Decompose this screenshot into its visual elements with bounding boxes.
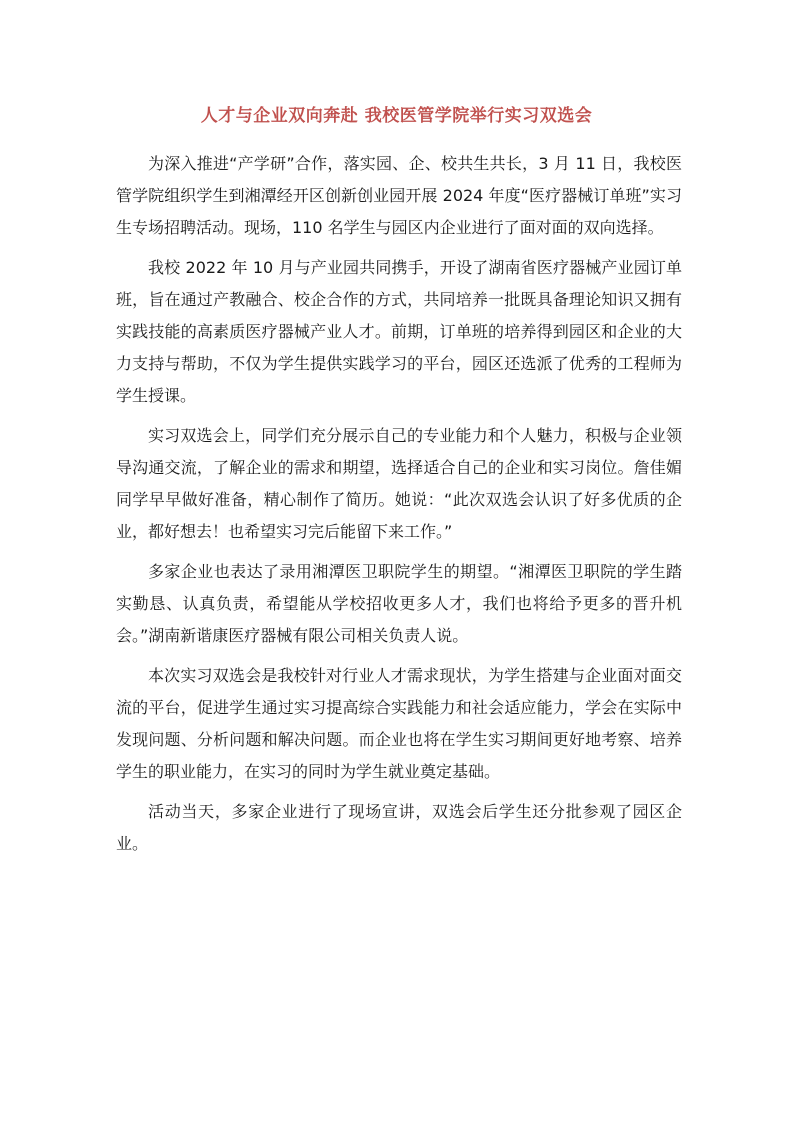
paragraph-6: 活动当天，多家企业进行了现场宣讲，双选会后学生还分批参观了园区企业。 xyxy=(116,802,682,853)
document-title: 人才与企业双向奔赴 我校医管学院举行实习双选会 xyxy=(200,106,593,126)
paragraph-1: 为深入推进“产学研”合作，落实园、企、校共生共长，3 月 11 日，我校医管学院组织学生到湘潭经开区创新创业园开展 2024 年度“医疗器械订单班”实习生专场招聘活动。现场，110 名学生与园区内企业进行了面对面的双向选择。 xyxy=(116,154,682,237)
paragraph-3: 实习双选会上，同学们充分展示自己的专业能力和个人魅力，积极与企业领导沟通交流，了解企业的需求和期望，选择适合自己的企业和实习岗位。詹佳媚同学早早做好准备，精心制作了简历。她说：“此次双选会认识了好多优质的企业，都好想去！也希望实习完后能留下来工作。” xyxy=(116,426,682,541)
paragraph-4: 多家企业也表达了录用湘潭医卫职院学生的期望。“湘潭医卫职院的学生踏实勤恳、认真负责，希望能从学校招收更多人才，我们也将给予更多的晋升机会。”湖南新谐康医疗器械有限公司相关负责人说。 xyxy=(116,562,682,645)
document-body xyxy=(116,148,682,868)
paragraph-2: 我校 2022 年 10 月与产业园共同携手，开设了湖南省医疗器械产业园订单班，旨在通过产教融合、校企合作的方式，共同培养一批既具备理论知识又拥有实践技能的高素质医疗器械产业人才。前期，订单班的培养得到园区和企业的大力支持与帮助，不仅为学生提供实践学习的平台，园区还选派了优秀的工程师为学生授课。 xyxy=(116,258,682,405)
paragraph-5: 本次实习双选会是我校针对行业人才需求现状，为学生搭建与企业面对面交流的平台，促进学生通过实习提高综合实践能力和社会适应能力，学会在实际中发现问题、分析问题和解决问题。而企业也将在学生实习期间更好地考察、培养学生的职业能力，在实习的同时为学生就业奠定基础。 xyxy=(116,666,682,781)
